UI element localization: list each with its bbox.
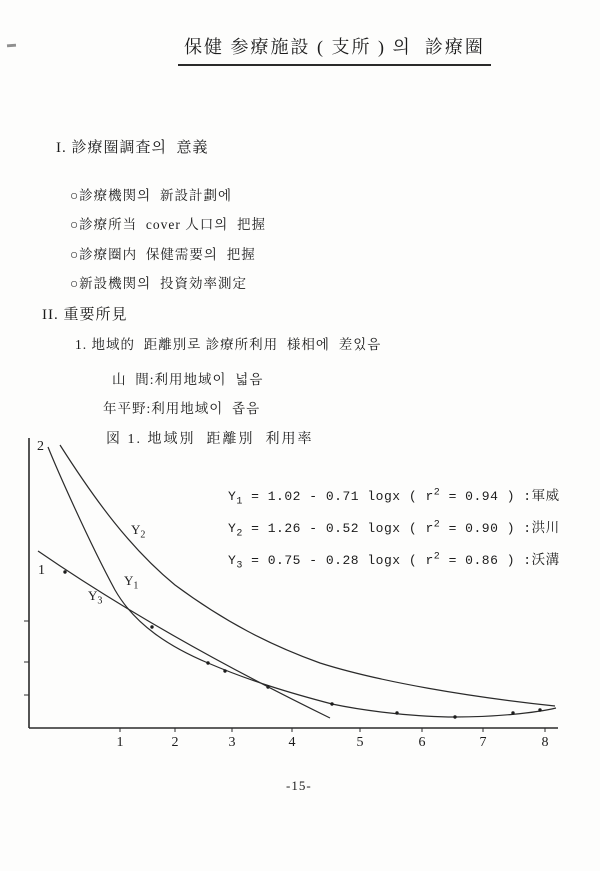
equation-y1-region: 軍威 [531, 488, 560, 503]
curve-label-y2-sub: 2 [140, 529, 146, 541]
page-number: -15- [286, 778, 312, 793]
x-tick-3: 3 [228, 735, 236, 750]
x-tick-7: 7 [479, 735, 487, 750]
curve-label-y1-base: Y [124, 573, 134, 588]
curve-label-y1 [124, 573, 138, 592]
equation-y1-sup: 2 [433, 487, 441, 499]
x-tick-4: 4 [288, 735, 296, 750]
y-axis-label-2: 2 [37, 439, 44, 454]
equation-y1-end: = 0.94 ) : [440, 489, 532, 504]
mountain-area-line: 山 間:利用地域이 넓음 [112, 372, 264, 387]
bullet-new-plan: ○診療機関의 新設計劃에 [70, 188, 232, 203]
figure-caption: 図 1. 地域別 距離別 利用率 [106, 432, 314, 447]
equation-y1-body: = 1.02 - 0.71 logx ( r [242, 489, 434, 504]
x-tick-5: 5 [356, 735, 364, 750]
curve-y3 [38, 551, 330, 718]
finding-item-1: 1. 地域的 距離別로 診療所利用 様相에 差있음 [75, 337, 382, 352]
equation-y2-region: 洪川 [531, 520, 560, 535]
y-axis-label-1: 1 [38, 563, 45, 578]
equation-y3-body: = 0.75 - 0.28 logx ( r [242, 553, 434, 568]
equation-y3-end: = 0.86 ) : [440, 553, 532, 568]
scan-artifact-mark [7, 44, 16, 48]
equation-y3-region: 沃溝 [531, 552, 560, 567]
page-title: 保健 参療施設 ( 支所 ) 의 診療圈 [178, 33, 491, 66]
curve-label-y2 [131, 522, 145, 541]
curve-label-y3 [88, 588, 102, 607]
equation-y2 [228, 516, 560, 540]
curve-label-y3-base: Y [88, 588, 98, 603]
curve-label-y2-base: Y [131, 522, 141, 537]
figure-1-chart [0, 425, 600, 745]
plain-area-line: 年平野:利用地域이 좁음 [103, 401, 261, 416]
equation-y2-sub: 2 [236, 528, 243, 540]
equation-y3 [228, 548, 560, 572]
x-tick-2: 2 [171, 735, 179, 750]
equation-y2-end: = 0.90 ) : [440, 521, 532, 536]
bullet-health-demand: ○診療圈内 保健需要의 把握 [70, 247, 256, 262]
equation-y3-sup: 2 [433, 551, 441, 563]
curve-label-y1-sub: 1 [133, 580, 139, 592]
curve-y3-point-markers [63, 570, 226, 672]
equation-y1 [228, 484, 560, 508]
equation-y2-base: Y [228, 521, 237, 536]
section-2-heading: II. 重要所見 [42, 307, 128, 323]
x-tick-6: 6 [418, 735, 426, 750]
equation-y1-base: Y [228, 489, 237, 504]
equation-y1-sub: 1 [236, 496, 243, 508]
equation-y3-sub: 3 [236, 560, 243, 572]
bullet-investment-efficiency: ○新設機関의 投資効率測定 [70, 276, 247, 291]
x-tick-1: 1 [116, 735, 124, 750]
equation-y2-body: = 1.26 - 0.52 logx ( r [242, 521, 434, 536]
equation-y3-base: Y [228, 553, 237, 568]
x-tick-8: 8 [541, 735, 549, 750]
bullet-cover-population: ○診療所当 cover 人口의 把握 [70, 217, 267, 232]
equation-y2-sup: 2 [433, 519, 441, 531]
curve-y1-point-markers [150, 625, 541, 718]
curve-label-y3-sub: 3 [97, 595, 103, 607]
section-1-heading: I. 診療圈調査의 意義 [56, 140, 209, 156]
